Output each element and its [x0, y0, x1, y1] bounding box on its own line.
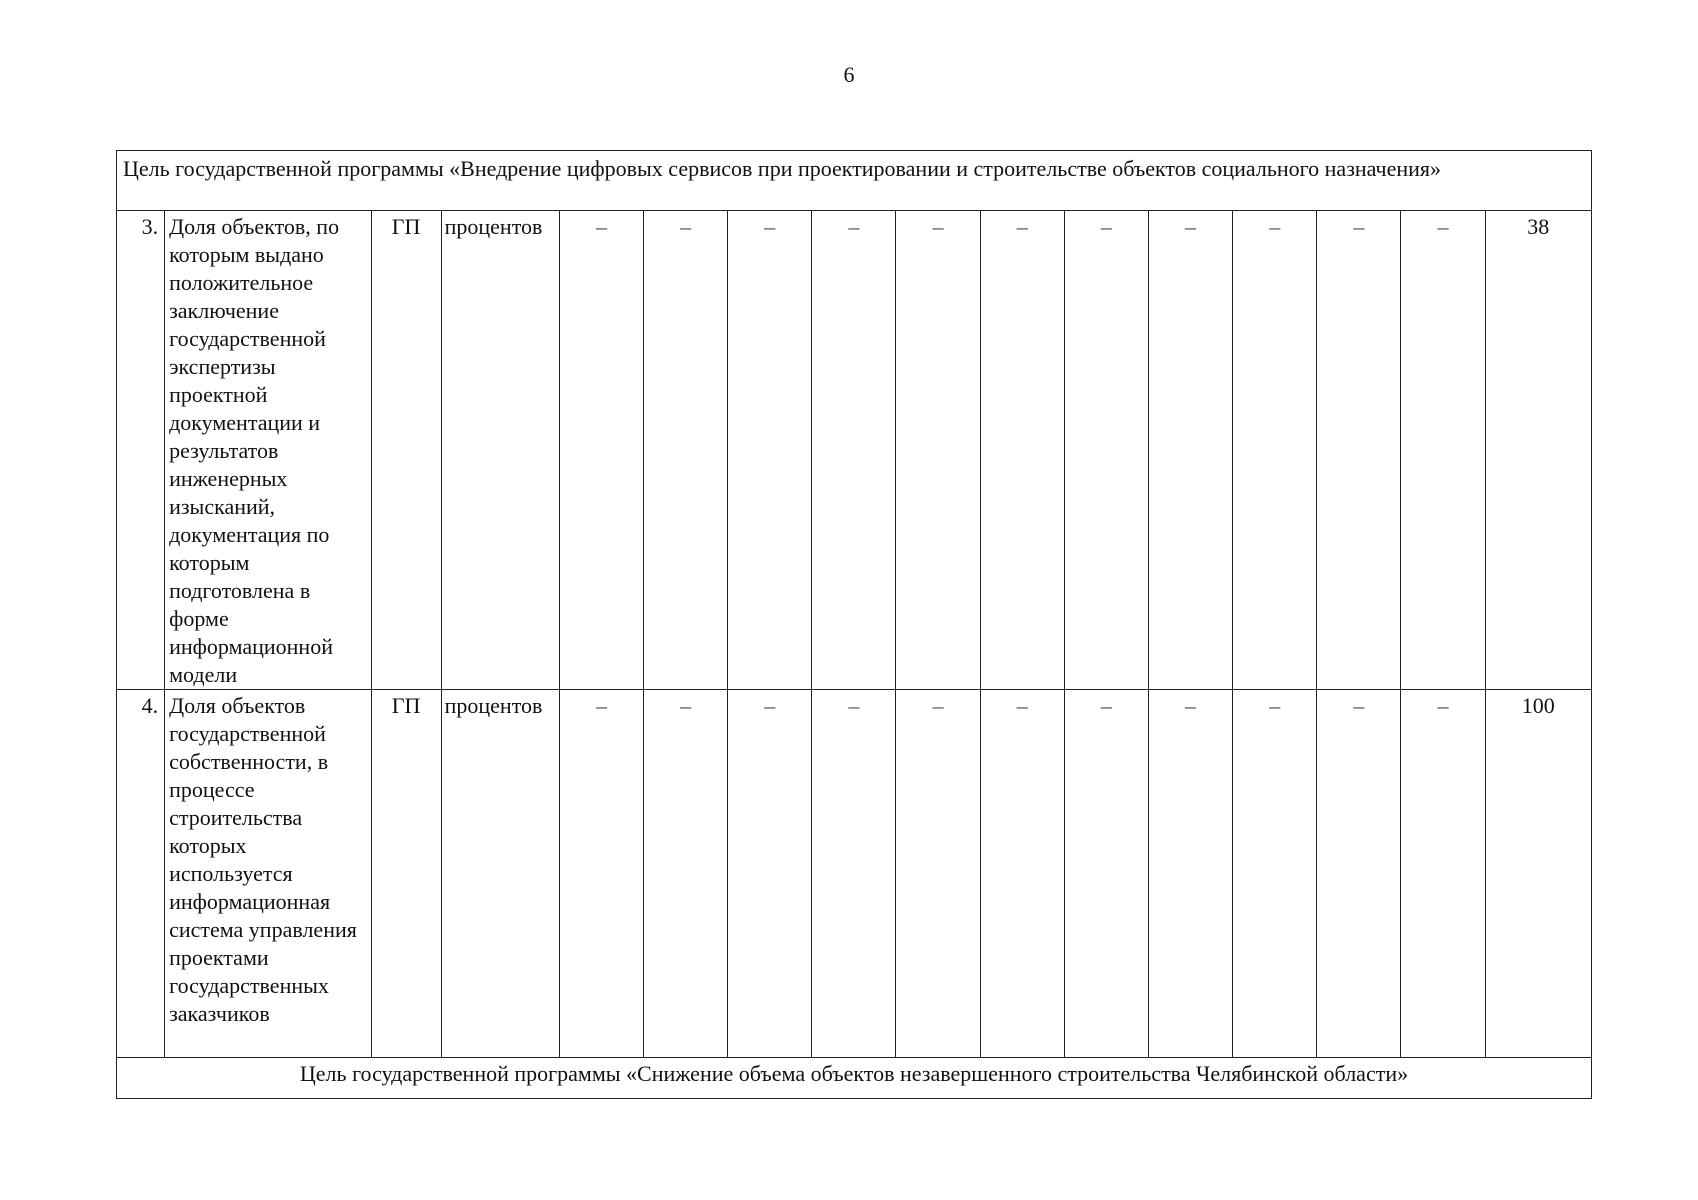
row-number: 3. [117, 211, 165, 690]
responsible-cell: ГП [371, 211, 441, 690]
final-value-cell: 100 [1485, 690, 1591, 1058]
value-cell: – [980, 690, 1064, 1058]
page-number: 6 [843, 62, 855, 87]
value-cell: – [980, 211, 1064, 690]
value-cell: – [1148, 211, 1232, 690]
value-cell: – [728, 690, 812, 1058]
value-cell: – [644, 690, 728, 1058]
indicator-name: Доля объектов государственной собственности, в процессе строительства которых используется информационная система управления проектами государственных заказчиков [165, 690, 371, 1058]
value-cell: – [559, 690, 643, 1058]
value-cell: – [896, 690, 980, 1058]
value-cell: – [896, 211, 980, 690]
goal-2-text: Цель государственной программы «Снижение объема объектов незавершенного строительства Челябинской области» [117, 1058, 1592, 1099]
value-cell: – [812, 211, 896, 690]
responsible-cell: ГП [371, 690, 441, 1058]
value-cell: – [1317, 211, 1401, 690]
final-value-cell: 38 [1485, 211, 1591, 690]
value-cell: – [1317, 690, 1401, 1058]
value-cell: – [644, 211, 728, 690]
value-cell: – [1401, 211, 1485, 690]
value-cell: – [1401, 690, 1485, 1058]
table-row [117, 690, 1592, 1058]
value-cell: – [1233, 690, 1317, 1058]
value-cell: – [728, 211, 812, 690]
indicator-name: Доля объектов, по которым выдано положительное заключение государственной экспертизы проектной документации и результатов инженерных изысканий, документация по которым подготовлена в форме информационной модели [165, 211, 371, 690]
value-cell: – [1148, 690, 1232, 1058]
indicators-table [116, 150, 1592, 1099]
goal-row-2 [117, 1058, 1592, 1099]
value-cell: – [559, 211, 643, 690]
value-cell: – [1064, 211, 1148, 690]
table-row [117, 211, 1592, 690]
unit-cell: процентов [441, 690, 559, 1058]
value-cell: – [1233, 211, 1317, 690]
row-number: 4. [117, 690, 165, 1058]
goal-1-text: Цель государственной программы «Внедрение цифровых сервисов при проектировании и строительстве объектов социального назначения» [117, 151, 1592, 211]
goal-row-1 [117, 151, 1592, 211]
unit-cell: процентов [441, 211, 559, 690]
value-cell: – [812, 690, 896, 1058]
value-cell: – [1064, 690, 1148, 1058]
